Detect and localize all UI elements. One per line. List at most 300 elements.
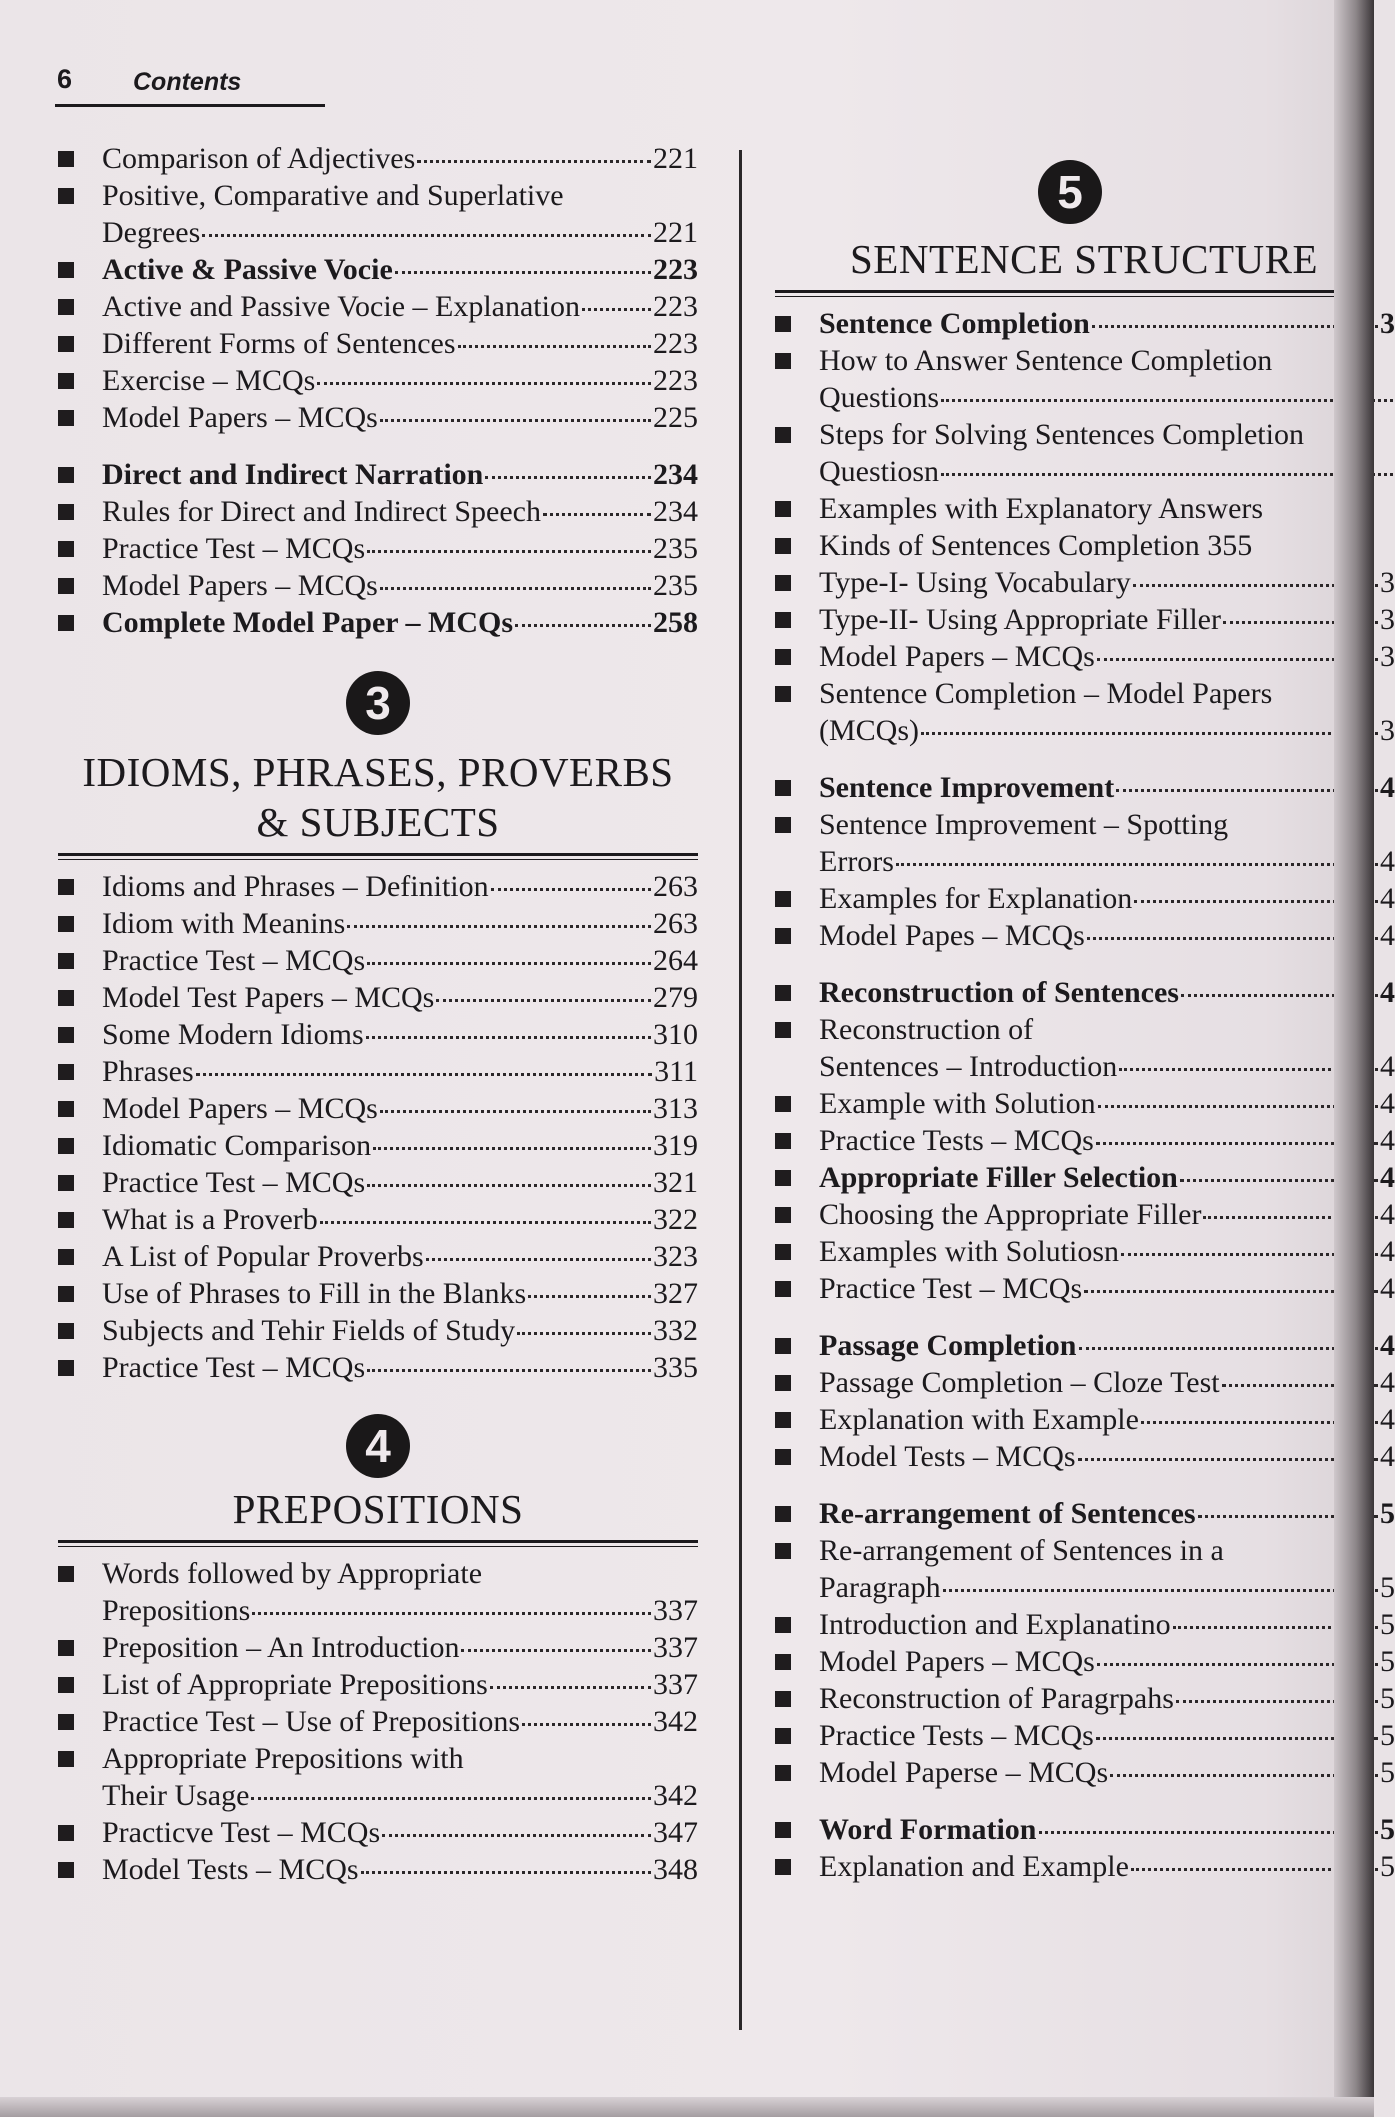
toc-page-number: 4 bbox=[1380, 1124, 1395, 1157]
toc-entry-title: Practice Test – MCQs bbox=[102, 1351, 366, 1384]
toc-page-number: 4 bbox=[1380, 882, 1395, 915]
toc-page-number: 4 bbox=[1380, 1050, 1395, 1083]
toc-page-number: 342 bbox=[653, 1705, 698, 1738]
toc-entry-text bbox=[58, 530, 698, 567]
toc-page-number: 4 bbox=[1380, 1198, 1395, 1231]
toc-entry-title: Practice Tests – MCQs bbox=[819, 1124, 1094, 1157]
toc-entry-title: Sentence Improvement bbox=[819, 771, 1115, 804]
toc-entry-line bbox=[819, 675, 1395, 712]
toc-page-number: 223 bbox=[653, 327, 698, 360]
dot-leader bbox=[367, 962, 651, 965]
toc-entry-line bbox=[102, 1201, 698, 1238]
toc-entry bbox=[58, 1349, 698, 1386]
section-4-number: 4 bbox=[346, 1414, 410, 1478]
toc-page-number: 348 bbox=[653, 1853, 698, 1886]
toc-page-number: 3 bbox=[1380, 714, 1395, 747]
toc-entry-title: Prepositions bbox=[102, 1594, 251, 1627]
toc-entry-line bbox=[102, 1164, 698, 1201]
toc-page-number: 3 bbox=[1380, 307, 1395, 340]
toc-entry-text bbox=[58, 140, 698, 177]
toc-page-number: 337 bbox=[653, 1631, 698, 1664]
toc-entry-text bbox=[58, 456, 698, 493]
toc-entry-title: Examples for Explanation bbox=[819, 882, 1133, 915]
section-3-rule bbox=[58, 853, 698, 860]
dot-leader bbox=[582, 308, 651, 311]
toc-entry bbox=[58, 1164, 698, 1201]
toc-entry-text bbox=[775, 1159, 1395, 1196]
toc-entry bbox=[58, 868, 698, 905]
toc-entry-line bbox=[102, 1127, 698, 1164]
toc-entry-title: Re-arrangement of Sentences in a bbox=[819, 1534, 1224, 1567]
toc-entry-title: Model Papers – MCQs bbox=[102, 569, 378, 602]
toc-entry-title: Complete Model Paper – MCQs bbox=[102, 606, 514, 639]
toc-entry-line bbox=[819, 1159, 1395, 1196]
toc-entry bbox=[775, 1643, 1395, 1680]
toc-entry-title: Appropriate Filler Selection bbox=[819, 1161, 1178, 1194]
toc-entry-line bbox=[102, 1814, 698, 1851]
toc-entry-text bbox=[775, 1011, 1395, 1085]
toc-group bbox=[775, 1495, 1395, 1791]
toc-entry-text bbox=[58, 1814, 698, 1851]
dot-leader bbox=[395, 271, 651, 274]
toc-entry bbox=[775, 601, 1395, 638]
group-gap bbox=[775, 1307, 1365, 1327]
toc-group bbox=[775, 769, 1395, 954]
toc-entry-text bbox=[58, 325, 698, 362]
section-title-line: PREPOSITIONS bbox=[232, 1486, 524, 1532]
toc-entry-line bbox=[819, 601, 1395, 638]
toc-entry-text bbox=[775, 564, 1395, 601]
toc-entry-line bbox=[102, 604, 698, 641]
toc-entry-line bbox=[102, 140, 698, 177]
toc-entry-title: Reconstruction of Sentences bbox=[819, 976, 1179, 1009]
toc-entry bbox=[775, 305, 1395, 342]
toc-entry-title: Use of Phrases to Fill in the Blanks bbox=[102, 1277, 527, 1310]
toc-page-number: 5 bbox=[1380, 1756, 1395, 1789]
toc-entry-text bbox=[58, 1275, 698, 1312]
toc-entry bbox=[775, 1085, 1395, 1122]
toc-entry bbox=[58, 456, 698, 493]
toc-entry-title: Sentence Improvement – Spotting bbox=[819, 808, 1229, 841]
toc-group bbox=[775, 1811, 1395, 1885]
toc-entry-text bbox=[775, 1270, 1395, 1307]
toc-page-number: 223 bbox=[653, 253, 698, 286]
toc-entry-text bbox=[775, 1643, 1395, 1680]
dot-leader bbox=[1039, 1831, 1379, 1834]
toc-entry-line bbox=[819, 1532, 1395, 1569]
toc-entry-title: Kinds of Sentences Completion 355 bbox=[819, 529, 1253, 562]
toc-entry-text bbox=[775, 1122, 1395, 1159]
toc-page-number: 323 bbox=[653, 1240, 698, 1273]
toc-entry bbox=[775, 1327, 1395, 1364]
toc-entry-line bbox=[102, 1238, 698, 1275]
toc-page-number: 4 bbox=[1380, 1235, 1395, 1268]
toc-entry-line bbox=[819, 1364, 1395, 1401]
toc-entry-title: Some Modern Idioms bbox=[102, 1018, 364, 1051]
toc-page-number: 313 bbox=[653, 1092, 698, 1125]
dot-leader bbox=[196, 1073, 652, 1076]
toc-page-number: 4 bbox=[1380, 1161, 1395, 1194]
dot-leader bbox=[252, 1612, 651, 1615]
toc-entry-text bbox=[58, 288, 698, 325]
dot-leader bbox=[380, 587, 651, 590]
toc-entry-line bbox=[819, 1754, 1395, 1791]
toc-entry-line bbox=[102, 1777, 698, 1814]
toc-page-number: 337 bbox=[653, 1668, 698, 1701]
section-3-entries bbox=[58, 868, 698, 1386]
toc-entry-text bbox=[58, 493, 698, 530]
toc-page-number: 5 bbox=[1380, 1497, 1395, 1530]
toc-entry-title: Subjects and Tehir Fields of Study bbox=[102, 1314, 516, 1347]
dot-leader bbox=[543, 513, 651, 516]
toc-entry-title: Model Papes – MCQs bbox=[819, 919, 1085, 952]
toc-entry-text bbox=[775, 806, 1395, 880]
toc-entry-line bbox=[102, 1851, 698, 1888]
toc-entry bbox=[775, 1270, 1395, 1307]
toc-entry-text bbox=[775, 1754, 1395, 1791]
toc-page-number: 4 bbox=[1380, 1272, 1395, 1305]
toc-entry-text bbox=[58, 1201, 698, 1238]
toc-group bbox=[58, 456, 698, 641]
toc-entry-title: Type-I- Using Vocabulary bbox=[819, 566, 1131, 599]
toc-page-number: 234 bbox=[653, 495, 698, 528]
toc-entry-text bbox=[775, 769, 1395, 806]
toc-entry bbox=[58, 251, 698, 288]
toc-entry bbox=[775, 1848, 1395, 1885]
toc-entry-title: Phrases bbox=[102, 1055, 194, 1088]
toc-page-number: 347 bbox=[653, 1816, 698, 1849]
toc-page-number: 337 bbox=[653, 1594, 698, 1627]
toc-entry-text bbox=[775, 1680, 1395, 1717]
toc-entry-title: Reconstruction of bbox=[819, 1013, 1034, 1046]
toc-entry bbox=[58, 979, 698, 1016]
toc-entry-text bbox=[58, 1053, 698, 1090]
toc-entry-title: Examples with Solutiosn bbox=[819, 1235, 1119, 1268]
toc-entry-title: Model Papers – MCQs bbox=[819, 1645, 1095, 1678]
toc-entry bbox=[58, 493, 698, 530]
toc-entry-line bbox=[819, 527, 1395, 564]
toc-entry bbox=[775, 1011, 1395, 1085]
toc-entry-text bbox=[775, 1364, 1395, 1401]
toc-entry-line bbox=[819, 843, 1395, 880]
toc-entry bbox=[775, 1401, 1395, 1438]
toc-entry bbox=[775, 1196, 1395, 1233]
toc-entry-title: Type-II- Using Appropriate Filler bbox=[819, 603, 1221, 636]
dot-leader bbox=[515, 624, 651, 627]
toc-entry-line bbox=[102, 1592, 698, 1629]
toc-entry-text bbox=[58, 1238, 698, 1275]
toc-entry bbox=[775, 1495, 1395, 1532]
toc-entry-line bbox=[819, 1048, 1395, 1085]
toc-entry-title: Sentence Completion bbox=[819, 307, 1090, 340]
toc-page-number: 263 bbox=[653, 907, 698, 940]
toc-entry bbox=[58, 1851, 698, 1888]
toc-entry-title: Choosing the Appropriate Filler bbox=[819, 1198, 1202, 1231]
dot-leader bbox=[382, 1834, 651, 1837]
toc-entry bbox=[58, 140, 698, 177]
dot-leader bbox=[417, 160, 651, 163]
dot-leader bbox=[426, 1258, 651, 1261]
page-header bbox=[55, 60, 325, 107]
toc-group bbox=[775, 1327, 1395, 1475]
toc-entry-line bbox=[102, 1275, 698, 1312]
dot-leader bbox=[436, 999, 651, 1002]
toc-entry-title: Appropriate Prepositions with bbox=[102, 1742, 464, 1775]
toc-entry-line bbox=[819, 769, 1395, 806]
toc-entry bbox=[58, 288, 698, 325]
toc-entry-title: Explanation with Example bbox=[819, 1403, 1139, 1436]
toc-entry-title: Practice Tests – MCQs bbox=[819, 1719, 1094, 1752]
toc-entry-line bbox=[819, 1569, 1395, 1606]
toc-entry bbox=[58, 1201, 698, 1238]
toc-page-number: 310 bbox=[653, 1018, 698, 1051]
toc-entry-text bbox=[58, 399, 698, 436]
toc-entry-line bbox=[819, 712, 1395, 749]
toc-entry bbox=[58, 1666, 698, 1703]
dot-leader bbox=[943, 1589, 1378, 1592]
toc-entry-text bbox=[775, 675, 1395, 749]
toc-entry-title: Model Papers – MCQs bbox=[819, 640, 1095, 673]
toc-entry-text bbox=[58, 1851, 698, 1888]
dot-leader bbox=[896, 863, 1378, 866]
toc-entry-line bbox=[102, 362, 698, 399]
toc-page-number: 223 bbox=[653, 364, 698, 397]
toc-entry bbox=[58, 1275, 698, 1312]
toc-entry-line bbox=[819, 1011, 1395, 1048]
toc-entry bbox=[775, 1811, 1395, 1848]
toc-entry-text bbox=[775, 974, 1395, 1011]
section-3-title bbox=[58, 747, 698, 847]
toc-entry-line bbox=[102, 905, 698, 942]
toc-entry-line bbox=[102, 493, 698, 530]
toc-entry-line bbox=[102, 1555, 698, 1592]
toc-entry bbox=[775, 564, 1395, 601]
toc-entry-text bbox=[58, 1555, 698, 1629]
toc-entry bbox=[775, 1606, 1395, 1643]
toc-entry-title: Positive, Comparative and Superlative bbox=[102, 179, 564, 212]
section-3-number: 3 bbox=[346, 671, 410, 735]
section-title-line: IDIOMS, PHRASES, PROVERBS bbox=[82, 749, 674, 795]
toc-entry-line bbox=[819, 1401, 1395, 1438]
toc-entry bbox=[775, 880, 1395, 917]
toc-entry-text bbox=[58, 1090, 698, 1127]
toc-entry bbox=[58, 1740, 698, 1814]
toc-entry bbox=[775, 675, 1395, 749]
header-title: Contents bbox=[133, 68, 242, 96]
toc-entry-line bbox=[819, 1085, 1395, 1122]
toc-entry-text bbox=[775, 638, 1395, 675]
dot-leader bbox=[251, 1797, 651, 1800]
toc-entry-title: Idiomatic Comparison bbox=[102, 1129, 372, 1162]
toc-page-number: 342 bbox=[653, 1779, 698, 1812]
toc-entry-line bbox=[819, 1233, 1395, 1270]
toc-page-number: 4 bbox=[1380, 1087, 1395, 1120]
toc-entry-title: Practice Test – MCQs bbox=[102, 532, 366, 565]
toc-entry-text bbox=[58, 1127, 698, 1164]
toc-entry bbox=[775, 1717, 1395, 1754]
toc-entry-line bbox=[819, 564, 1395, 601]
toc-entry-text bbox=[58, 905, 698, 942]
toc-entry bbox=[58, 1703, 698, 1740]
toc-page-number: 4 bbox=[1380, 1366, 1395, 1399]
toc-entry-line bbox=[102, 1629, 698, 1666]
toc-entry-title: Sentence Completion – Model Papers bbox=[819, 677, 1273, 710]
toc-entry-title: List of Appropriate Prepositions bbox=[102, 1668, 488, 1701]
toc-page-number: 3 bbox=[1380, 603, 1395, 636]
section-title-line: SENTENCE STRUCTURE bbox=[850, 236, 1318, 282]
toc-entry-title: Passage Completion – Cloze Test bbox=[819, 1366, 1220, 1399]
toc-page-number: 4 bbox=[1380, 919, 1395, 952]
toc-entry-title: Comparison of Adjectives bbox=[102, 142, 416, 175]
toc-entry-line bbox=[819, 416, 1395, 453]
toc-entry-title: Different Forms of Sentences bbox=[102, 327, 456, 360]
toc-entry bbox=[775, 1438, 1395, 1475]
toc-page-number: 327 bbox=[653, 1277, 698, 1310]
toc-page-number: 4 bbox=[1380, 1440, 1395, 1473]
toc-entry-title: Preposition – An Introduction bbox=[102, 1631, 460, 1664]
toc-entry-line bbox=[819, 1606, 1395, 1643]
toc-entry bbox=[58, 1238, 698, 1275]
group-gap bbox=[775, 1475, 1365, 1495]
dot-leader bbox=[941, 473, 1393, 476]
dot-leader bbox=[522, 1723, 651, 1726]
toc-entry-line bbox=[819, 1495, 1395, 1532]
toc-entry-text bbox=[775, 601, 1395, 638]
toc-entry-line bbox=[819, 880, 1395, 917]
toc-page-number: 221 bbox=[653, 142, 698, 175]
toc-entry-title: Introduction and Explanatino bbox=[819, 1608, 1171, 1641]
dot-leader bbox=[491, 888, 651, 891]
toc-entry-line bbox=[102, 1312, 698, 1349]
toc-entry-text bbox=[58, 177, 698, 251]
toc-entry-title: Practice Test – Use of Prepositions bbox=[102, 1705, 521, 1738]
toc-entry-title: Re-arrangement of Sentences bbox=[819, 1497, 1196, 1530]
toc-entry-text bbox=[775, 1495, 1395, 1532]
toc-entry-line bbox=[819, 1717, 1395, 1754]
toc-entry-title: Practice Test – MCQs bbox=[102, 944, 366, 977]
toc-entry bbox=[58, 530, 698, 567]
toc-entry bbox=[58, 1814, 698, 1851]
toc-entry bbox=[775, 1532, 1395, 1606]
toc-entry-line bbox=[819, 806, 1395, 843]
toc-entry bbox=[58, 399, 698, 436]
toc-entry-title: Model Papers – MCQs bbox=[102, 1092, 378, 1125]
toc-entry-text bbox=[58, 1312, 698, 1349]
toc-page-number: 5 bbox=[1380, 1850, 1395, 1883]
group-gap bbox=[775, 749, 1365, 769]
toc-entry-title: Words followed by Appropriate bbox=[102, 1557, 483, 1590]
dot-leader bbox=[373, 1147, 651, 1150]
toc-entry-title: Word Formation bbox=[819, 1813, 1037, 1846]
toc-entry-title: Sentences – Introduction bbox=[819, 1050, 1118, 1083]
toc-entry-line bbox=[102, 942, 698, 979]
toc-entry-line bbox=[819, 1438, 1395, 1475]
toc-page-number: 319 bbox=[653, 1129, 698, 1162]
toc-entry bbox=[775, 1122, 1395, 1159]
toc-entry-line bbox=[102, 1703, 698, 1740]
toc-entry-text bbox=[58, 1164, 698, 1201]
toc-entry bbox=[58, 1629, 698, 1666]
toc-entry-title: Practice Test – MCQs bbox=[819, 1272, 1083, 1305]
page-number: 6 bbox=[57, 64, 73, 94]
toc-entry-title: A List of Popular Proverbs bbox=[102, 1240, 424, 1273]
toc-entry-title: Active and Passive Vocie – Explanation bbox=[102, 290, 580, 323]
toc-entry bbox=[58, 1053, 698, 1090]
toc-page-number: 258 bbox=[653, 606, 698, 639]
toc-entry-text bbox=[775, 1401, 1395, 1438]
toc-entry-text bbox=[775, 490, 1395, 527]
section-5-title bbox=[775, 234, 1365, 284]
toc-entry bbox=[775, 490, 1365, 527]
toc-entry-title: What is a Proverb bbox=[102, 1203, 318, 1236]
toc-entry-title: Steps for Solving Sentences Completion bbox=[819, 418, 1304, 451]
toc-entry-title: Questiosn bbox=[819, 455, 939, 488]
toc-entry-line bbox=[102, 177, 698, 214]
toc-entry bbox=[775, 342, 1365, 416]
toc-page-number: 5 bbox=[1380, 1813, 1395, 1846]
toc-entry-title: Active & Passive Vocie bbox=[102, 253, 393, 286]
toc-entry-title: (MCQs) bbox=[819, 714, 920, 747]
toc-entry bbox=[58, 1127, 698, 1164]
toc-entry bbox=[775, 769, 1395, 806]
toc-entry-title: Idiom with Meanins bbox=[102, 907, 346, 940]
toc-entry-text bbox=[775, 416, 1395, 490]
toc-entry-title: Examples with Explanatory Answers bbox=[819, 492, 1264, 525]
toc-entry-line bbox=[102, 214, 698, 251]
toc-entry bbox=[775, 1233, 1395, 1270]
toc-entry-text bbox=[775, 1327, 1395, 1364]
toc-entry-title: Errors bbox=[819, 845, 894, 878]
toc-entry-line bbox=[102, 456, 698, 493]
toc-entry-title: Questions bbox=[819, 381, 939, 414]
dot-leader bbox=[1078, 1458, 1378, 1461]
toc-entry-title: Paragraph bbox=[819, 1571, 941, 1604]
toc-entry bbox=[58, 942, 698, 979]
toc-entry-title: Model Tests – MCQs bbox=[102, 1853, 359, 1886]
toc-page-number: 311 bbox=[654, 1055, 698, 1088]
section-4-rule bbox=[58, 1540, 698, 1547]
toc-entry-line bbox=[819, 305, 1395, 342]
toc-entry-line bbox=[819, 974, 1395, 1011]
toc-entry-text bbox=[775, 1196, 1395, 1233]
toc-entry-line bbox=[102, 288, 698, 325]
toc-entry bbox=[58, 905, 698, 942]
toc-entry-title: Rules for Direct and Indirect Speech bbox=[102, 495, 541, 528]
toc-page-number: 225 bbox=[653, 401, 698, 434]
toc-page-number: 3 bbox=[1380, 566, 1395, 599]
toc-entry bbox=[775, 527, 1365, 564]
toc-entry-title: Model Papers – MCQs bbox=[102, 401, 378, 434]
toc-entry-text bbox=[58, 604, 698, 641]
toc-entry-text bbox=[775, 1233, 1395, 1270]
right-column bbox=[775, 160, 1395, 2040]
toc-entry-text bbox=[775, 1532, 1395, 1606]
toc-page-number: 5 bbox=[1380, 1719, 1395, 1752]
toc-entry-line bbox=[102, 567, 698, 604]
toc-page-number: 4 bbox=[1380, 771, 1395, 804]
section-title-line: & SUBJECTS bbox=[256, 799, 500, 845]
toc-entry-text bbox=[58, 868, 698, 905]
toc-entry-line bbox=[102, 325, 698, 362]
dot-leader bbox=[367, 1184, 651, 1187]
toc-entry-line bbox=[102, 399, 698, 436]
dot-leader bbox=[517, 1332, 651, 1335]
toc-entry-line bbox=[819, 1327, 1395, 1364]
toc-page-number: 5 bbox=[1380, 1682, 1395, 1715]
toc-entry bbox=[58, 177, 698, 251]
dot-leader bbox=[367, 1369, 651, 1372]
toc-entry-line bbox=[102, 979, 698, 1016]
